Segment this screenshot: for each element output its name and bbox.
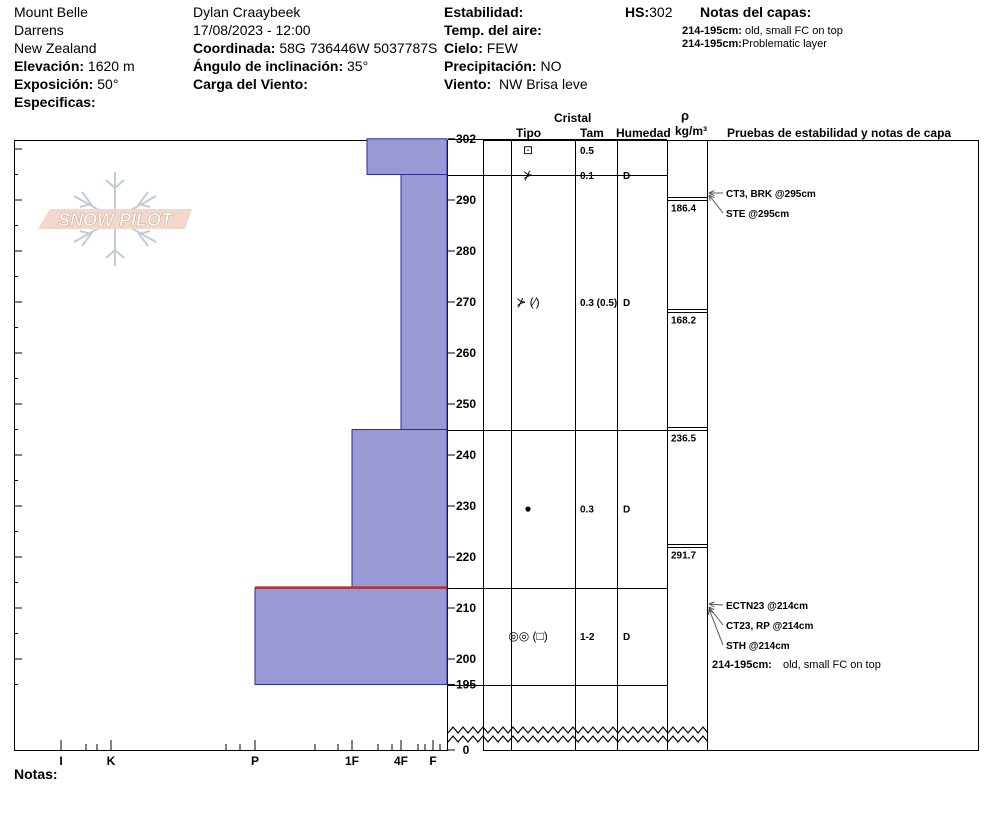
layer-boundaries	[448, 140, 667, 686]
crystal-table-columns	[512, 140, 668, 750]
precip-value: NO	[540, 58, 562, 74]
crystal-type-symbol: ⊡	[522, 143, 534, 157]
hardness-tick-label: K	[106, 754, 116, 768]
crystal-size: 0.3	[580, 504, 594, 516]
break-zigzag	[448, 727, 708, 742]
exposure-value: 50°	[97, 76, 119, 92]
break-zigzag-line	[448, 727, 708, 733]
density-value: 186.4	[671, 203, 697, 215]
test-pointer-line	[709, 195, 723, 213]
moisture-header: Humedad	[616, 126, 671, 140]
height-tick-label: 210	[455, 601, 477, 615]
height-tick-label: 260	[455, 346, 477, 360]
height-tick-label: 200	[455, 652, 477, 666]
test-pointer-line	[709, 609, 723, 645]
crystal-table-frame	[484, 141, 708, 751]
stability-test-label: STE @295cm	[726, 209, 790, 220]
density-value: 236.5	[671, 433, 697, 445]
crystal-type-symbol: ●	[524, 501, 532, 516]
crystal-moisture: D	[623, 171, 631, 182]
hardness-tick-label: 4F	[393, 754, 409, 768]
sky-value: FEW	[486, 40, 518, 56]
layer-note-text: old, small FC on top	[783, 659, 881, 671]
hardness-tick-label: P	[250, 754, 260, 768]
height-axis	[448, 132, 476, 757]
hardness-bar	[352, 430, 447, 588]
height-tick-label: 195	[455, 677, 477, 692]
crystal-size: 0.5	[580, 146, 594, 157]
type-header: Tipo	[516, 126, 542, 140]
tests-header: Pruebas de estabilidad y notas de capa	[727, 126, 952, 140]
height-tick-label: 220	[455, 550, 477, 564]
layer-note-1-text: old, small FC on top	[745, 25, 843, 37]
hs-value: 302	[649, 4, 673, 20]
crystal-moisture: D	[623, 504, 631, 516]
precip-label: Precipitación:	[444, 58, 537, 74]
layer-note-2-range: 214-195cm:	[682, 38, 742, 50]
hs-label: HS:	[625, 4, 650, 20]
density-value: 168.2	[671, 315, 697, 327]
hardness-tick-label: 1F	[344, 754, 360, 768]
crystal-type-symbol: ◎◎ (□)	[508, 629, 548, 644]
layer-note-range: 214-195cm:	[712, 659, 772, 671]
area-name: Darrens	[14, 22, 64, 38]
hardness-tick-label: I	[59, 754, 63, 768]
exposure-label: Exposición:	[14, 76, 94, 92]
air-temp-label: Temp. del aire:	[444, 22, 542, 38]
crystal-header: Cristal	[554, 111, 592, 125]
windload-label: Carga del Viento:	[193, 76, 308, 92]
crystal-type-symbol: ⊁ (⁄)	[516, 295, 540, 309]
slope-label: Ángulo de inclinación:	[193, 58, 344, 74]
density-value: 291.7	[671, 550, 697, 562]
crystal-size: 1-2	[580, 632, 595, 644]
observation-datetime: 17/08/2023 - 12:00	[193, 22, 311, 38]
stability-test-label: STH @214cm	[726, 641, 790, 652]
crystal-size: 0.3 (0.5)	[580, 298, 618, 309]
wind-label: Viento:	[444, 76, 492, 92]
height-tick-label: 0	[462, 743, 470, 757]
elevation-label: Elevación:	[14, 58, 85, 74]
density-column	[667, 198, 707, 562]
height-tick-label: 270	[455, 295, 477, 309]
hardness-bar	[401, 175, 447, 430]
hardness-bar	[255, 588, 447, 685]
left-height-ticks	[14, 149, 22, 685]
density-unit-header: kg/m³	[675, 124, 708, 138]
hardness-tick-label: F	[429, 754, 437, 768]
break-zigzag-line	[448, 736, 708, 742]
hardness-axis	[59, 740, 440, 768]
height-tick-label: 250	[455, 397, 477, 411]
layer-notes-label: Notas del capas:	[700, 4, 812, 20]
height-tick-label: 230	[455, 499, 477, 513]
crystal-type-symbol: ⊁	[522, 168, 534, 182]
wind-value: NW Brisa leve	[498, 76, 588, 92]
notes-label: Notas:	[14, 766, 58, 782]
slope-value: 35°	[347, 58, 369, 74]
region-name: New Zealand	[14, 40, 97, 56]
location-name: Mount Belle	[14, 4, 88, 20]
test-pointer-line	[709, 607, 723, 625]
hardness-bars	[255, 139, 447, 685]
logo-text: SNOW PILOT	[58, 210, 172, 230]
rho-header: ρ	[681, 108, 690, 123]
elevation-value: 1620 m	[87, 58, 135, 74]
crystal-moisture: D	[623, 298, 631, 309]
stability-test-label: CT23, RP @214cm	[726, 621, 814, 632]
height-tick-label: 302	[455, 131, 477, 146]
height-tick-label: 290	[455, 193, 477, 207]
coordinate-value: 58G 736446W 5037787S	[279, 40, 438, 56]
stability-test-label: CT3, BRK @295cm	[726, 189, 816, 200]
crystal-rows	[508, 143, 630, 643]
observer-name: Dylan Craaybeek	[193, 4, 301, 20]
size-header: Tam	[580, 126, 604, 140]
stability-label: Estabilidad:	[444, 4, 524, 20]
stability-tests	[709, 189, 881, 671]
height-tick-label: 240	[455, 448, 477, 462]
hardness-bar	[367, 139, 447, 175]
sky-label: Cielo:	[444, 40, 483, 56]
specifics-label: Especificas:	[14, 94, 96, 110]
stability-test-label: ECTN23 @214cm	[726, 601, 809, 612]
crystal-size: 0.1	[580, 171, 594, 182]
height-tick-label: 280	[455, 244, 477, 258]
layer-note-2-text: Problematic layer	[741, 38, 827, 50]
crystal-moisture: D	[623, 632, 631, 644]
coordinate-label: Coordinada:	[193, 40, 276, 56]
layer-note-1-range: 214-195cm:	[682, 25, 742, 37]
